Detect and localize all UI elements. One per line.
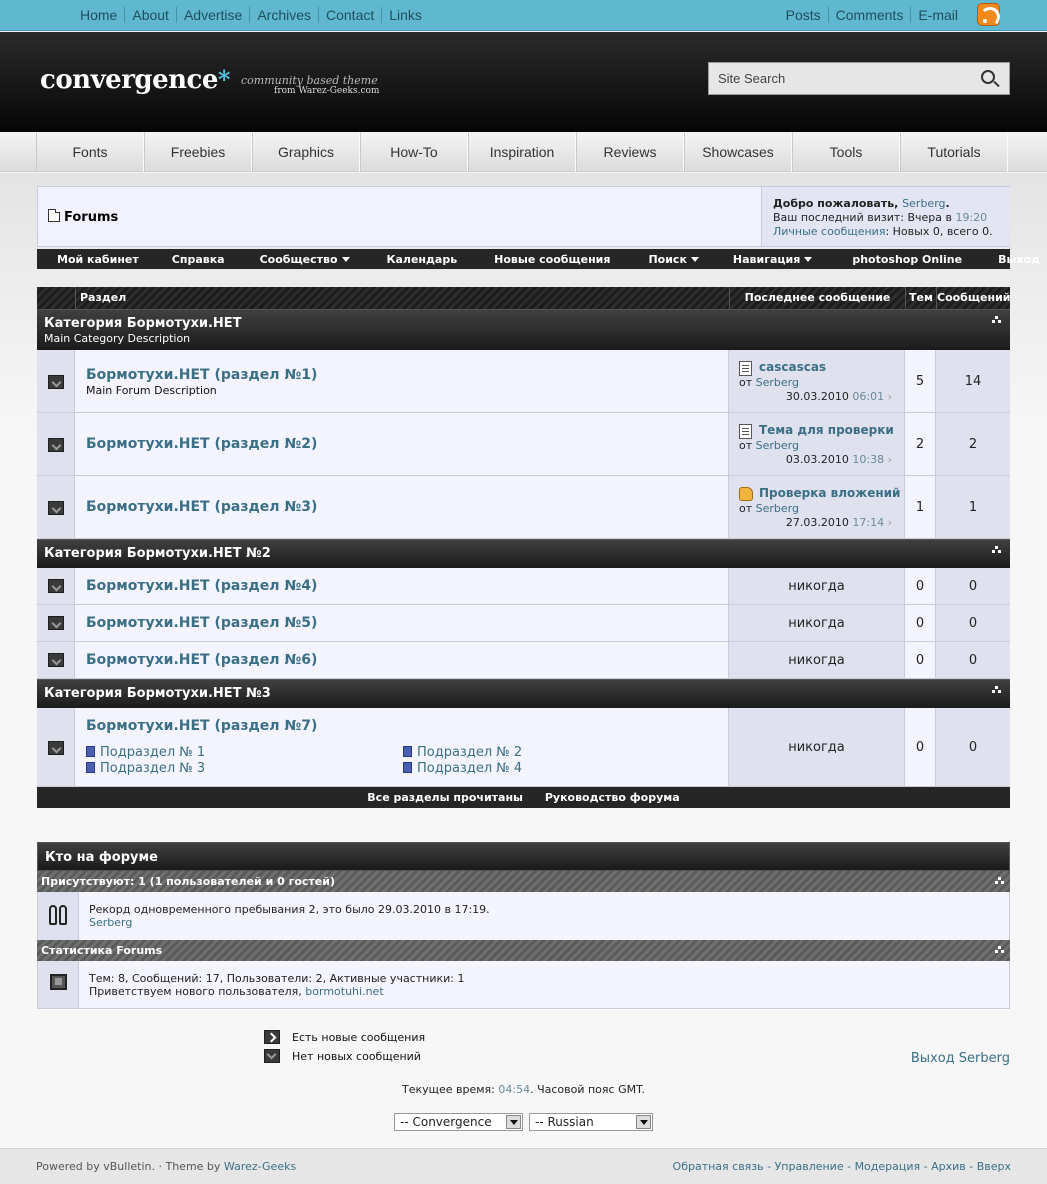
welcome-box [37, 186, 1010, 247]
forum-title-link[interactable]: Бормотухи.НЕТ (раздел №3) [86, 499, 318, 515]
nav-tab-fonts[interactable]: Fonts [36, 132, 144, 172]
forum-status-icon [48, 653, 64, 667]
last-post-author: от Serberg [739, 376, 799, 389]
navbar-search[interactable]: Поиск [648, 253, 698, 266]
footer-credits: Powered by vBulletin. · Theme by Warez-Geeks [36, 1160, 297, 1173]
computer-icon [50, 974, 67, 990]
collapse-icon[interactable] [992, 546, 1002, 554]
forum-status-icon [48, 741, 64, 755]
legend-new-label: Есть новые сообщения [292, 1031, 426, 1044]
category-description: Main Category Description [44, 332, 191, 345]
document-icon [739, 424, 752, 439]
forum-navbar [37, 249, 1040, 269]
server-time: Текущее время: 04:54. Часовой пояс GMT. [401, 1083, 645, 1096]
greeting-line: Добро пожаловать, Serberg. [773, 197, 950, 210]
online-record: Рекорд одновременного пребывания 2, это было 29.03.2010 в 17:19. [89, 903, 490, 916]
chevron-down-icon [636, 1115, 651, 1129]
last-post-cell [729, 413, 905, 475]
page-footer [0, 1148, 1047, 1184]
forum-title-link[interactable]: Бормотухи.НЕТ (раздел №2) [86, 436, 318, 452]
subforum-icon [403, 762, 412, 773]
last-post-title[interactable]: Тема для проверки [759, 423, 894, 437]
pm-line [773, 225, 1010, 239]
last-visit-line [773, 211, 1010, 225]
thread-count: 0 [905, 708, 936, 786]
forum-stats-body [37, 961, 1010, 1009]
top-link-bar [0, 0, 1047, 31]
thread-count: 0 [905, 568, 936, 604]
forum-status-icon [48, 616, 64, 630]
chevron-down-icon [506, 1115, 521, 1129]
navbar-photoshop-online[interactable]: photoshop Online [852, 252, 963, 266]
dropdown-arrow-icon [342, 257, 350, 262]
nav-tab-showcases[interactable]: Showcases [684, 132, 792, 172]
forum-title-link[interactable]: Бормотухи.НЕТ (раздел №4) [86, 578, 318, 594]
last-post-title[interactable]: cascascas [759, 360, 827, 374]
forum-title-link[interactable]: Бормотухи.НЕТ (раздел №5) [86, 615, 318, 631]
site-logo[interactable] [40, 65, 230, 95]
search-input[interactable] [709, 63, 969, 94]
navbar-calendar[interactable]: Календарь [386, 252, 458, 266]
thread-count: 0 [905, 642, 936, 678]
header-last-post: Последнее сообщение [729, 287, 905, 309]
navbar-community[interactable]: Сообщество [260, 253, 350, 266]
forum-title-link[interactable]: Бормотухи.НЕТ (раздел №1) [86, 367, 318, 383]
forum-table [37, 287, 1010, 808]
post-count: 2 [936, 413, 1010, 475]
top-nav-left [73, 7, 429, 23]
whos-online-title[interactable]: Кто на форуме [37, 842, 1010, 871]
forum-status-icon [48, 438, 64, 452]
goto-last-post-icon[interactable]: › [887, 516, 892, 529]
logo-star: * [217, 65, 230, 94]
style-select[interactable]: -- Convergence [394, 1113, 523, 1131]
site-header [0, 32, 1047, 132]
last-post-author: от Serberg [739, 502, 799, 515]
user-panel [761, 187, 1010, 246]
whos-online-present: Присутствуют: 1 (1 пользователей и 0 гостей) [37, 871, 1010, 892]
dropdown-arrow-icon [804, 257, 812, 262]
new-user-link[interactable]: bormotuhi.net [305, 985, 384, 998]
forum-row [37, 605, 1010, 642]
category-nav [0, 132, 1047, 172]
top-nav-right [779, 7, 965, 23]
post-count: 1 [936, 476, 1010, 538]
private-messages-link[interactable]: Личные сообщения [773, 225, 886, 238]
online-user-link[interactable]: Serberg [89, 916, 133, 929]
nav-tab-tools[interactable]: Tools [792, 132, 900, 172]
theme-author-link[interactable]: Warez-Geeks [223, 1160, 297, 1173]
table-footer [37, 787, 1010, 808]
logout-link[interactable]: Выход Serberg [910, 1051, 1010, 1066]
site-credit: from Warez-Geeks.com [274, 86, 380, 96]
last-post-date: 30.03.2010 06:01 › [785, 390, 892, 403]
top-link-advertise[interactable]: Advertise [176, 7, 249, 23]
forum-row [37, 350, 1010, 413]
category-header [37, 539, 1010, 568]
header-icon-col [37, 287, 75, 309]
nav-tab-tutorials[interactable]: Tutorials [900, 132, 1008, 172]
last-post-user-link[interactable]: Serberg [755, 376, 799, 389]
last-post-date: 27.03.2010 17:14 › [785, 516, 892, 529]
subforum-link[interactable]: Подраздел № 1 [86, 745, 205, 760]
subforum-icon [86, 762, 95, 773]
forum-description: Main Forum Description [86, 384, 217, 397]
nav-tab-inspiration[interactable]: Inspiration [468, 132, 576, 172]
header-threads: Тем [905, 287, 936, 309]
thread-count: 2 [905, 413, 936, 475]
welcome-new-user-text: Приветствуем нового пользователя, [89, 985, 306, 998]
subforum-link[interactable]: Подраздел № 3 [86, 761, 205, 776]
post-count: 0 [936, 642, 1010, 678]
last-post-user-link[interactable]: Serberg [755, 502, 799, 515]
document-icon [739, 361, 752, 376]
subforum-icon [403, 746, 412, 757]
last-post-date: 03.03.2010 10:38 › [785, 453, 892, 466]
nav-tab-how-to[interactable]: How-To [360, 132, 468, 172]
breadcrumb [48, 210, 118, 225]
username-link[interactable]: Serberg [902, 197, 946, 210]
category-title[interactable]: Категория Бормотухи.НЕТ №3 [44, 686, 271, 701]
thread-count: 0 [905, 605, 936, 641]
nav-tab-freebies[interactable]: Freebies [144, 132, 252, 172]
nav-tab-reviews[interactable]: Reviews [576, 132, 684, 172]
last-post-author: от Serberg [739, 439, 799, 452]
language-select[interactable]: -- Russian [529, 1113, 653, 1131]
subforum-link[interactable]: Подраздел № 4 [403, 761, 522, 776]
logo-text: convergence [40, 65, 218, 95]
legend-old-label: Нет новых сообщений [292, 1050, 421, 1063]
navbar-new-posts[interactable]: Новые сообщения [494, 252, 611, 266]
goto-last-post-icon[interactable]: › [887, 453, 892, 466]
collapse-icon[interactable] [992, 686, 1002, 694]
top-link-home[interactable]: Home [80, 7, 118, 23]
thread-count: 1 [905, 476, 936, 538]
thread-count: 5 [905, 350, 936, 412]
top-link-comments[interactable]: Comments [828, 7, 911, 23]
collapse-icon[interactable] [992, 316, 1002, 324]
top-link-email[interactable]: E-mail [910, 7, 965, 23]
forum-leaders-link[interactable]: Руководство форума [544, 791, 680, 804]
no-new-posts-icon [264, 1049, 280, 1063]
header-forum: Раздел [75, 287, 729, 309]
header-posts: Сообщений [936, 287, 1010, 309]
folder-icon [48, 212, 60, 222]
rss-icon[interactable] [977, 3, 1000, 26]
forum-stats-text: Тем: 8, Сообщений: 17, Пользователи: 2, Активные участники: 1 [89, 972, 465, 985]
mark-forums-read-link[interactable]: Все разделы прочитаны [367, 791, 523, 804]
footer-links[interactable]: Обратная связь - Управление - Модерация - Архив - Вверх [672, 1160, 1011, 1173]
forum-status-icon [48, 579, 64, 593]
dropdown-arrow-icon [691, 257, 699, 262]
category-header [37, 309, 1010, 350]
table-header [37, 287, 1010, 309]
site-search [708, 62, 1010, 95]
collapse-icon[interactable] [995, 946, 1005, 954]
forum-title-link[interactable]: Бормотухи.НЕТ (раздел №6) [86, 652, 318, 668]
forum-row [37, 642, 1010, 679]
post-count: 0 [936, 568, 1010, 604]
navbar-logout[interactable]: Выход [998, 252, 1040, 266]
last-post-never: никогда [788, 579, 845, 594]
last-post-never: никогда [788, 616, 845, 631]
collapse-icon[interactable] [995, 877, 1005, 885]
category-header [37, 679, 1010, 708]
navbar-navigation[interactable]: Навигация [733, 253, 812, 266]
pm-counts: : Новых 0, всего 0. [885, 225, 993, 238]
subforum-icon [86, 746, 95, 757]
category-title[interactable]: Категория Бормотухи.НЕТ [44, 316, 242, 331]
whos-online-body [37, 892, 1010, 940]
last-visit-label: Ваш последний визит: Вчера в [773, 211, 956, 224]
forum-title-link[interactable]: Бормотухи.НЕТ (раздел №7) [86, 718, 318, 734]
goto-last-post-icon[interactable]: › [887, 390, 892, 403]
nav-tab-graphics[interactable]: Graphics [252, 132, 360, 172]
breadcrumb-forums[interactable]: Forums [64, 210, 119, 225]
forum-row [37, 568, 1010, 605]
whos-online-box [37, 842, 1010, 1009]
forum-status-icon [48, 501, 64, 515]
last-post-user-link[interactable]: Serberg [755, 439, 799, 452]
post-count: 0 [936, 708, 1010, 786]
top-link-contact[interactable]: Contact [318, 7, 381, 23]
navbar-help[interactable]: Справка [171, 252, 225, 266]
search-icon[interactable] [981, 70, 995, 84]
navbar-usercp[interactable]: Мой кабинет [57, 252, 139, 266]
top-link-posts[interactable]: Posts [785, 7, 821, 23]
post-count: 14 [936, 350, 1010, 412]
top-link-links[interactable]: Links [381, 7, 429, 23]
forum-stats-header: Статистика Forums [37, 940, 1010, 961]
forum-row [37, 708, 1010, 787]
forum-row [37, 476, 1010, 539]
forum-row [37, 413, 1010, 476]
last-post-never: никогда [788, 653, 845, 668]
category-title[interactable]: Категория Бормотухи.НЕТ №2 [44, 546, 271, 561]
last-visit-time: 19:20 [955, 211, 988, 224]
last-post-cell [729, 476, 905, 538]
post-count: 0 [936, 605, 1010, 641]
last-post-title[interactable]: Проверка вложений [759, 486, 901, 500]
new-posts-icon [264, 1030, 280, 1044]
users-icon [49, 905, 68, 926]
last-post-cell [729, 350, 905, 412]
thumbs-up-icon [739, 487, 753, 501]
forum-status-icon [48, 375, 64, 389]
last-post-never: никогда [788, 740, 845, 755]
greeting-text: Добро пожаловать, [773, 197, 903, 210]
subforum-link[interactable]: Подраздел № 2 [403, 745, 522, 760]
site-tagline: community based theme [241, 74, 378, 87]
top-link-about[interactable]: About [124, 7, 176, 23]
top-link-archives[interactable]: Archives [249, 7, 318, 23]
